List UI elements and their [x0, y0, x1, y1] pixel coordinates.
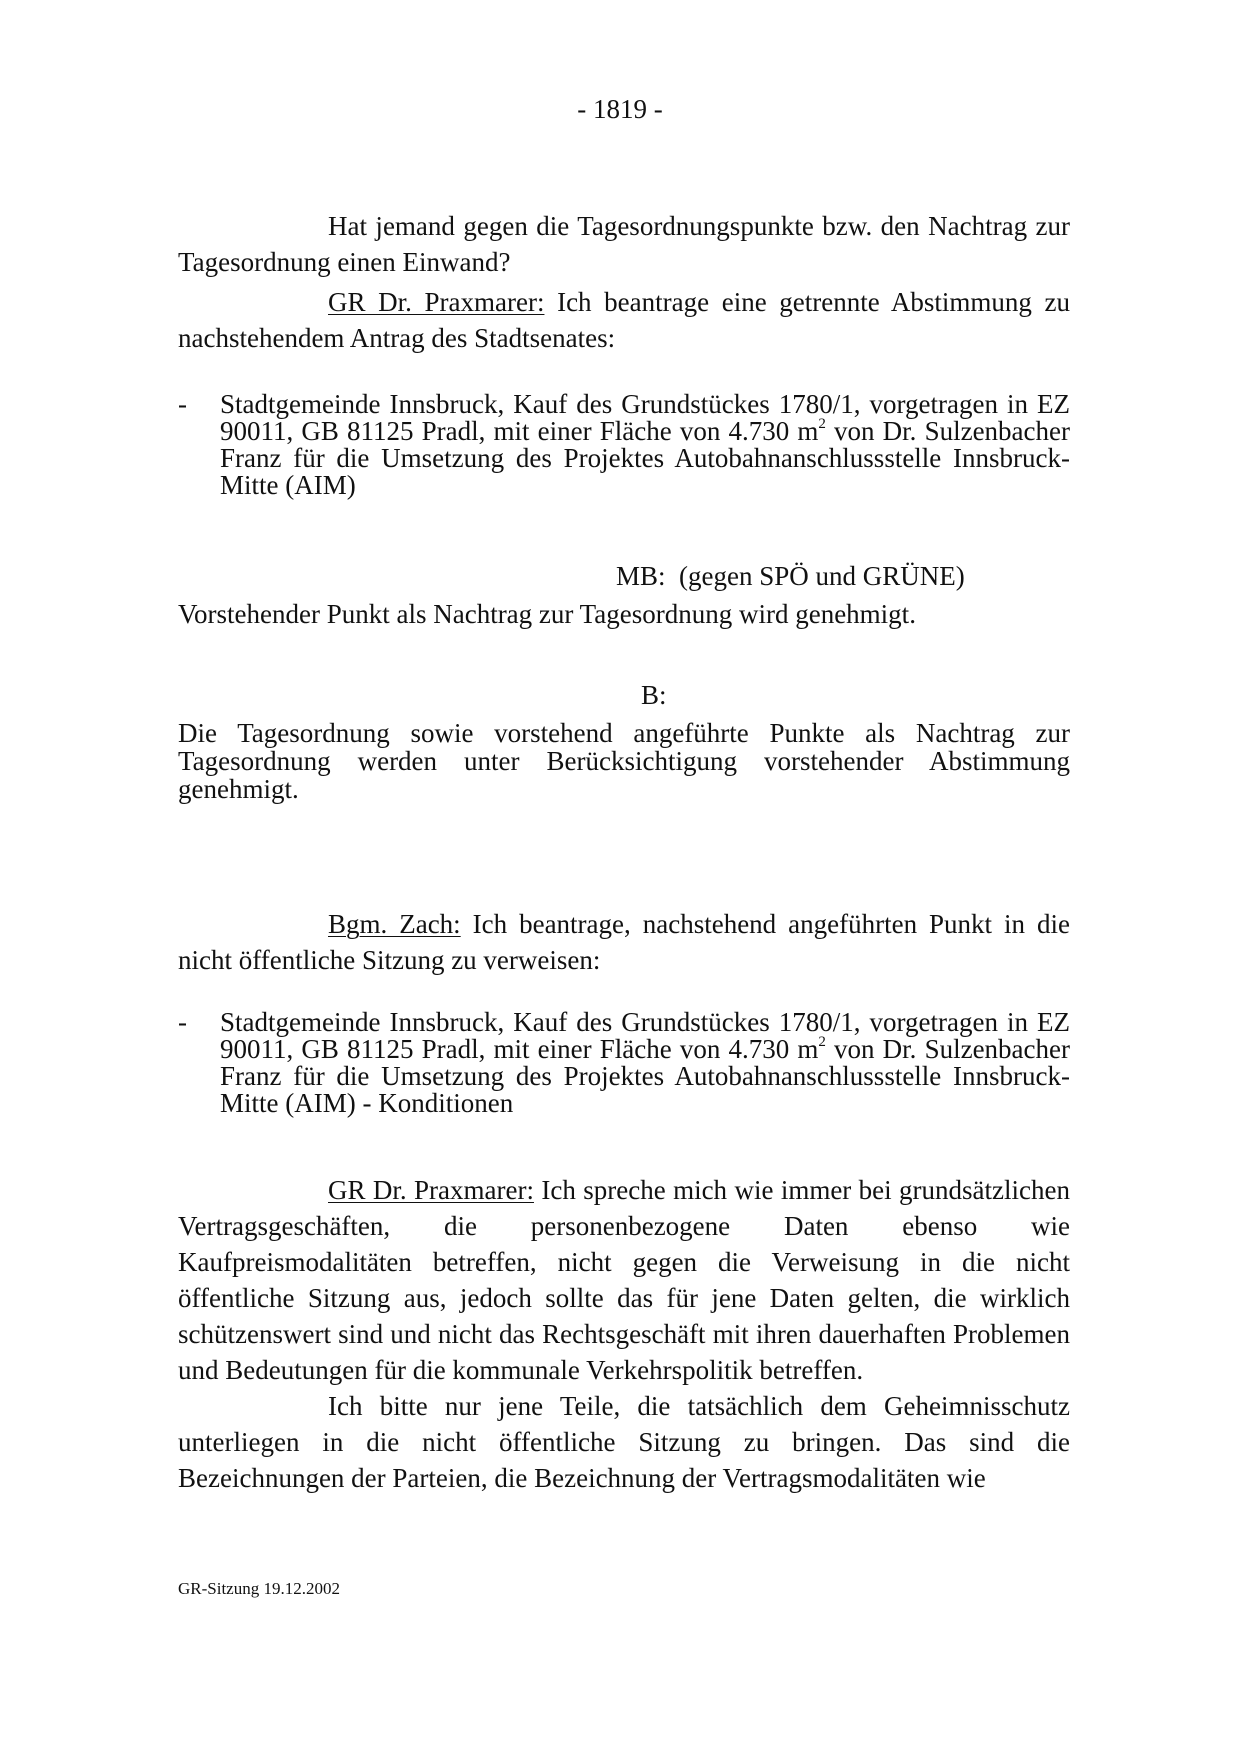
- paragraph-approval: [178, 596, 1070, 632]
- speaker-name: GR Dr. Praxmarer:: [328, 287, 545, 317]
- superscript: 2: [818, 1034, 826, 1050]
- list-dash: -: [178, 389, 187, 419]
- list-item-text-continued: von Dr. Sulzenbacher Franz für die Umsetzung des Projektes Autobahnanschlussstelle Innsbruck-Mitte (AIM): [220, 416, 1070, 500]
- list-item-text-continued: von Dr. Sulzenbacher Franz für die Umsetzung des Projektes Autobahnanschlussstelle Innsbruck-Mitte (AIM) - Konditionen: [220, 1034, 1070, 1118]
- paragraph-text: Ich beantrage, nachstehend angeführten Punkt in die nicht öffentliche Sitzung zu verweisen:: [178, 909, 1070, 975]
- paragraph-text: Ich beantrage eine getrennte Abstimmung zu nachstehendem Antrag des Stadtsenates:: [178, 287, 1071, 353]
- paragraph-text: Ich bitte nur jene Teile, die tatsächlich dem Geheimnisschutz unterliegen in die nicht öffentliche Sitzung zu bringen. Das sind die Bezeichnungen der Parteien, die Bezeichnung der Vertragsmodalitäten wie: [178, 1391, 1070, 1493]
- paragraph-text: Hat jemand gegen die Tagesordnungspunkte bzw. den Nachtrag zur Tagesordnung einen Einwand?: [178, 211, 1070, 277]
- speaker-name: GR Dr. Praxmarer:: [328, 1175, 534, 1205]
- list-item: [178, 391, 1070, 499]
- list-dash: -: [178, 1007, 187, 1037]
- paragraph-zach-request: [178, 906, 1070, 978]
- b-label: B:: [641, 680, 667, 710]
- mb-text: (gegen SPÖ und GRÜNE): [679, 561, 965, 591]
- footer: GR-Sitzung 19.12.2002: [178, 1579, 340, 1598]
- mb-label: MB:: [616, 561, 666, 591]
- speaker-name: Bgm. Zach:: [328, 909, 461, 939]
- page-number: - 1819 -: [577, 94, 663, 124]
- paragraph-text: Die Tagesordnung sowie vorstehend angeführte Punkte als Nachtrag zur Tagesordnung werden unter Berücksichtigung vorstehender Abstimmung genehmigt.: [178, 718, 1070, 804]
- superscript: 2: [818, 416, 826, 432]
- paragraph-question: [178, 208, 1070, 280]
- paragraph-text: Ich spreche mich wie immer bei grundsätzlichen Vertragsgeschäften, die personenbezogene Daten ebenso wie Kaufpreismodalitäten betreffen, nicht gegen die Verweisung in die nicht öffentliche Sitzung aus, jedoch sollte das für jene Daten gelten, die wirklich schützenswert sind und nicht das Rechtsgeschäft mit ihren dauerhaften Problemen und Bedeutungen für die kommunale Verkehrspolitik betreffen.: [178, 1175, 1070, 1385]
- paragraph-praxmarer-request: [178, 284, 1070, 356]
- list-item-text: Stadtgemeinde Innsbruck, Kauf des Grundstückes 1780/1, vorgetragen in EZ 90011, GB 81125 Pradl, mit einer Fläche von 4.730 m: [220, 389, 1070, 446]
- list-item-text: Stadtgemeinde Innsbruck, Kauf des Grundstückes 1780/1, vorgetragen in EZ 90011, GB 81125 Pradl, mit einer Fläche von 4.730 m: [220, 1007, 1070, 1064]
- paragraph-text: Vorstehender Punkt als Nachtrag zur Tagesordnung wird genehmigt.: [178, 599, 916, 629]
- mb-line: [616, 559, 965, 593]
- paragraph-agenda-approval: [178, 719, 1070, 803]
- list-item: [178, 1009, 1070, 1117]
- paragraph-praxmarer-statement: [178, 1172, 1070, 1496]
